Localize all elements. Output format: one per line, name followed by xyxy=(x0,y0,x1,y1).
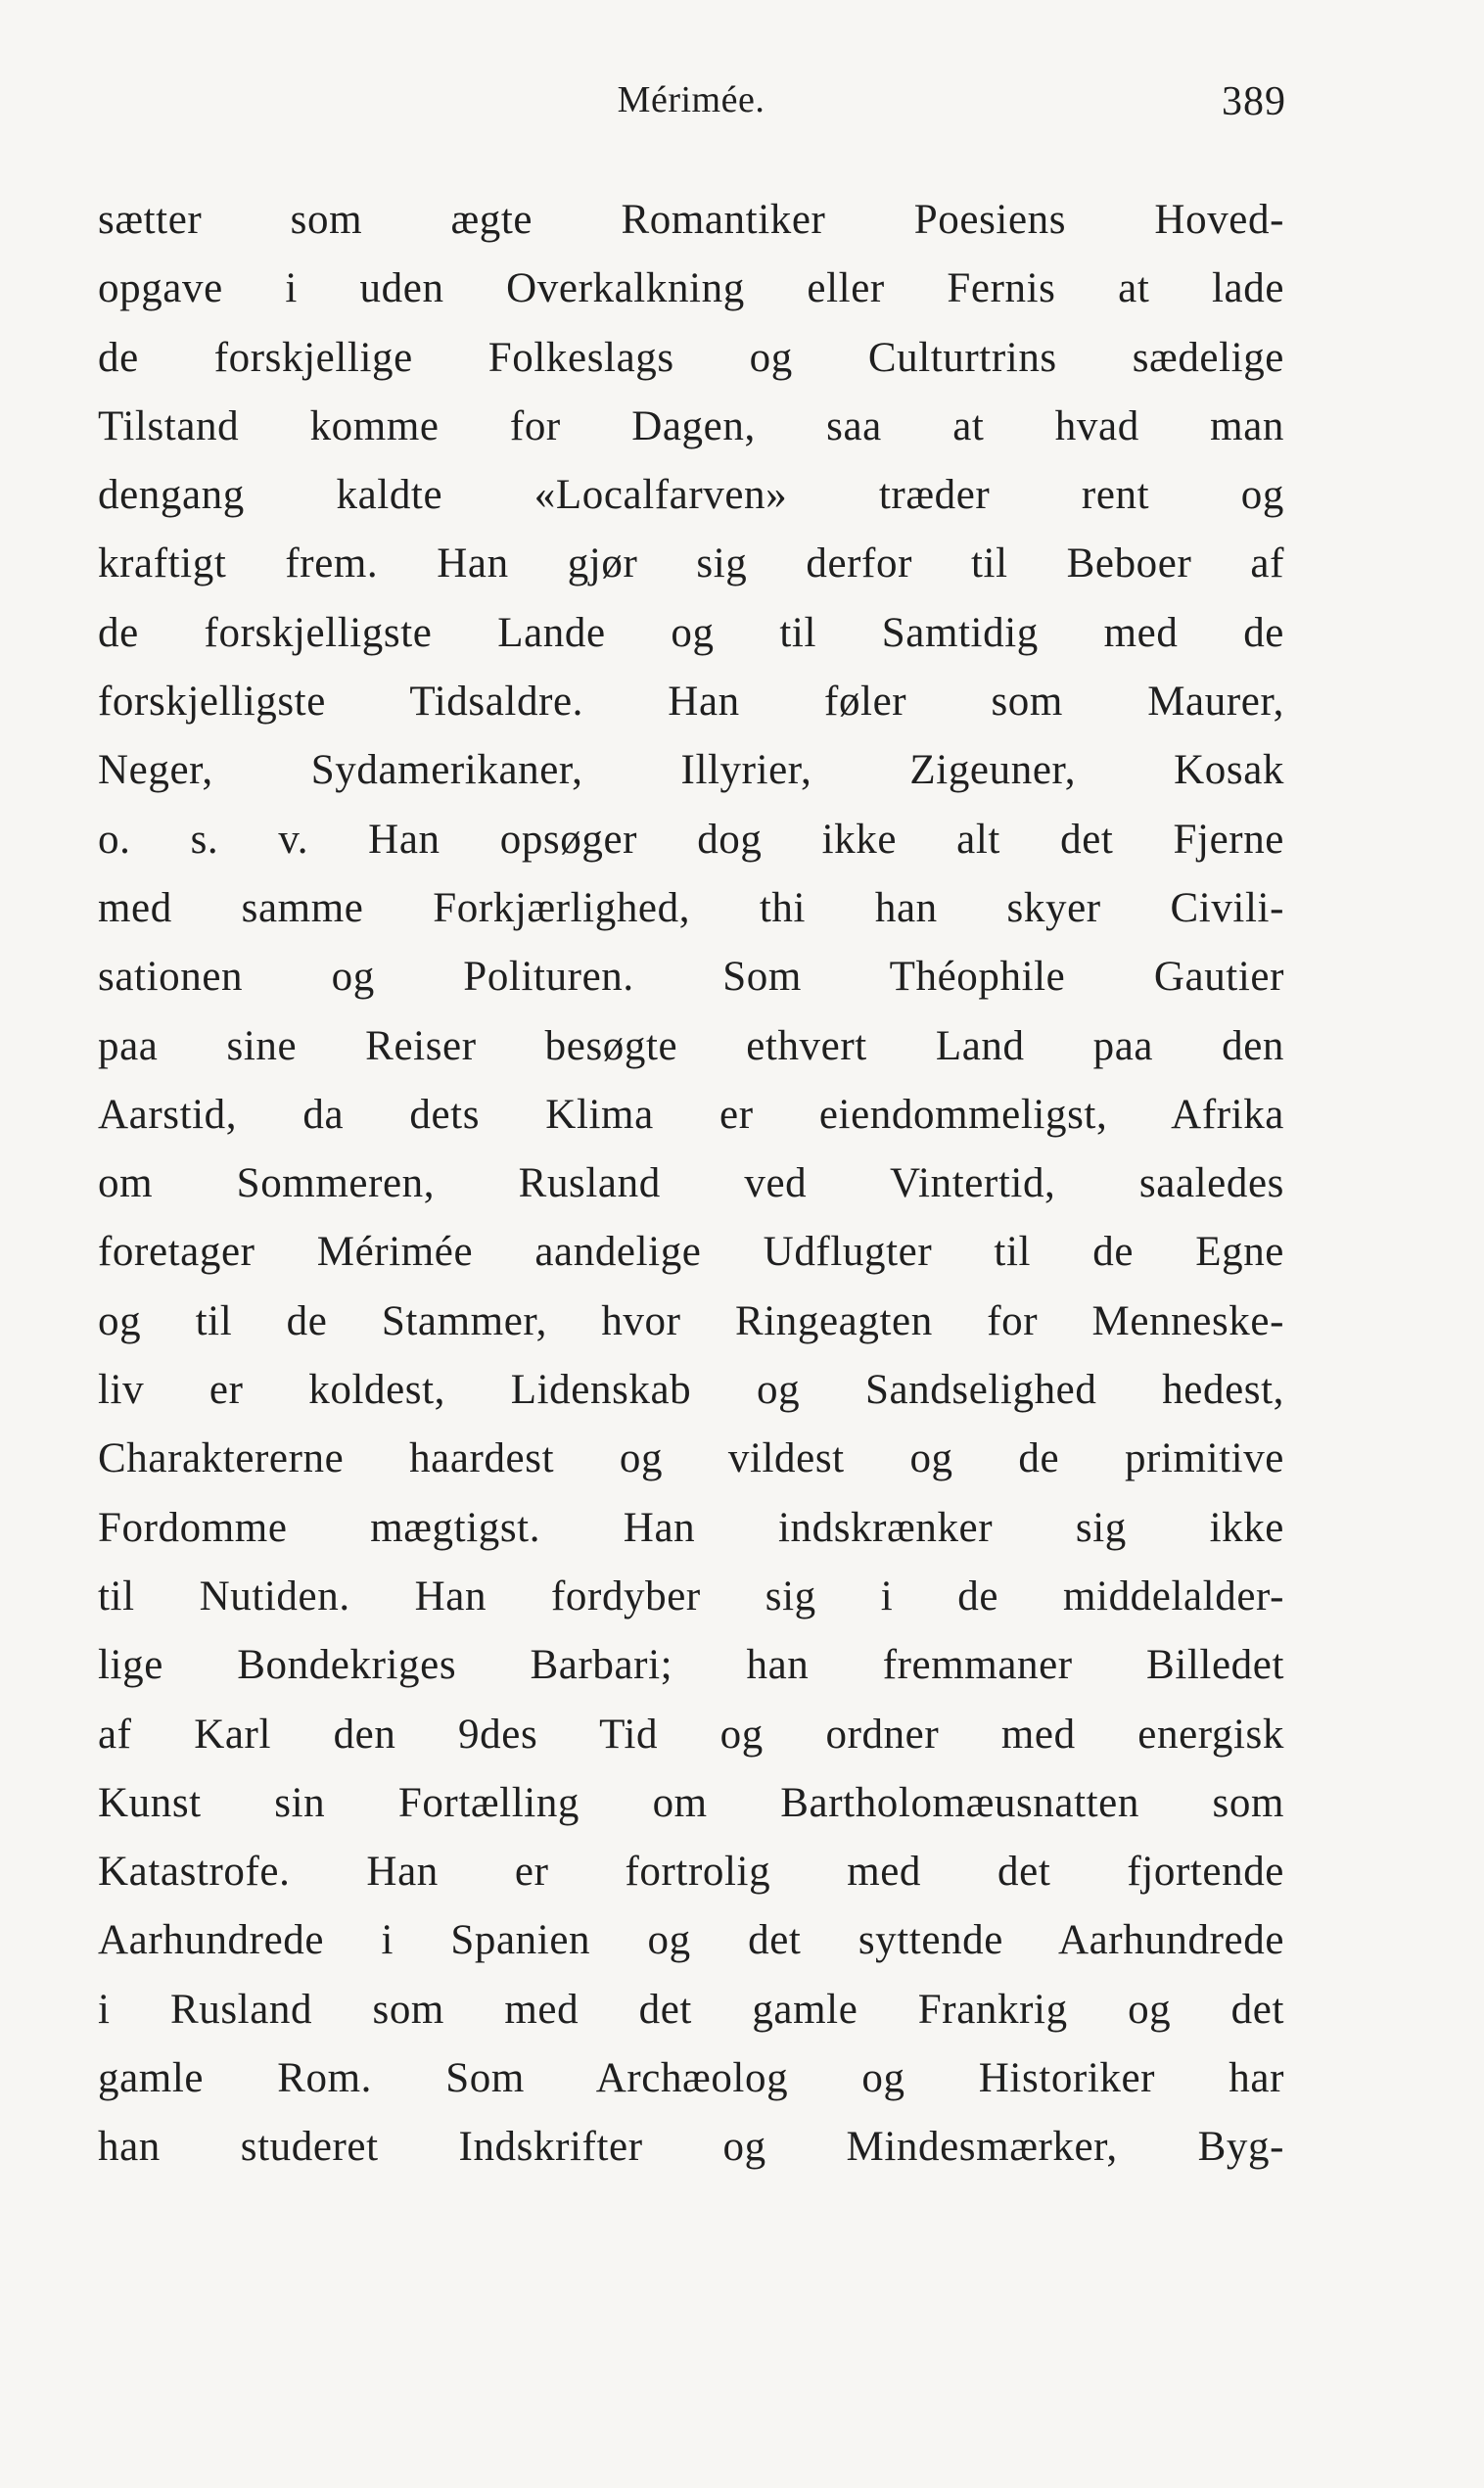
text-line: til Nutiden. Han fordyber sig i de middelalder- xyxy=(98,1573,1284,1620)
text-line: sationen og Polituren. Som Théophile Gautier xyxy=(98,954,1284,1001)
page-number: 389 xyxy=(1222,79,1286,124)
text-line: Fordomme mægtigst. Han indskrænker sig ikke xyxy=(98,1504,1284,1551)
text-line: gamle Rom. Som Archæolog og Historiker har xyxy=(98,2055,1284,2102)
text-line: forskjelligste Tidsaldre. Han føler som Maurer, xyxy=(98,679,1284,726)
text-line: de forskjelligste Lande og til Samtidig med de xyxy=(98,609,1284,656)
text-line: han studeret Indskrifter og Mindesmærker, Byg- xyxy=(98,2124,1284,2171)
text-line: Aarhundrede i Spanien og det syttende Aarhundrede xyxy=(98,1917,1284,1964)
text-line: opgave i uden Overkalkning eller Fernis at lade xyxy=(98,265,1284,312)
text-line: foretager Mérimée aandelige Udflugter til de Egne xyxy=(98,1229,1284,1276)
running-head xyxy=(98,70,1284,139)
text-line: og til de Stammer, hvor Ringeagten for Menneske- xyxy=(98,1297,1284,1344)
text-line: Kunst sin Fortælling om Bartholomæusnatten som xyxy=(98,1779,1284,1826)
text-line: de forskjellige Folkeslags og Culturtrins sædelige xyxy=(98,334,1284,381)
text-line: liv er koldest, Lidenskab og Sandselighed hedest, xyxy=(98,1367,1284,1414)
text-line: o. s. v. Han opsøger dog ikke alt det Fjerne xyxy=(98,816,1284,863)
text-line: Charaktererne haardest og vildest og de primitive xyxy=(98,1435,1284,1482)
text-line: om Sommeren, Rusland ved Vintertid, saaledes xyxy=(98,1160,1284,1207)
text-line: Aarstid, da dets Klima er eiendommeligst, Afrika xyxy=(98,1091,1284,1138)
text-line: Katastrofe. Han er fortrolig med det fjortende xyxy=(98,1849,1284,1896)
text-line: Neger, Sydamerikaner, Illyrier, Zigeuner, Kosak xyxy=(98,747,1284,794)
text-line: lige Bondekriges Barbari; han fremmaner Billedet xyxy=(98,1642,1284,1689)
text-line: af Karl den 9des Tid og ordner med energisk xyxy=(98,1711,1284,1758)
text-line: paa sine Reiser besøgte ethvert Land paa den xyxy=(98,1022,1284,1069)
text-line: sætter som ægte Romantiker Poesiens Hoved- xyxy=(98,197,1284,243)
text-line: dengang kaldte «Localfarven» træder rent og xyxy=(98,472,1284,519)
text-line: i Rusland som med det gamle Frankrig og det xyxy=(98,1986,1284,2033)
text-line: kraftigt frem. Han gjør sig derfor til Beboer af xyxy=(98,540,1284,587)
text-line: med samme Forkjærlighed, thi han skyer Civili- xyxy=(98,884,1284,931)
running-title: Mérimée. xyxy=(617,79,765,120)
body-text xyxy=(98,186,1284,2183)
text-line: Tilstand komme for Dagen, saa at hvad man xyxy=(98,402,1284,449)
